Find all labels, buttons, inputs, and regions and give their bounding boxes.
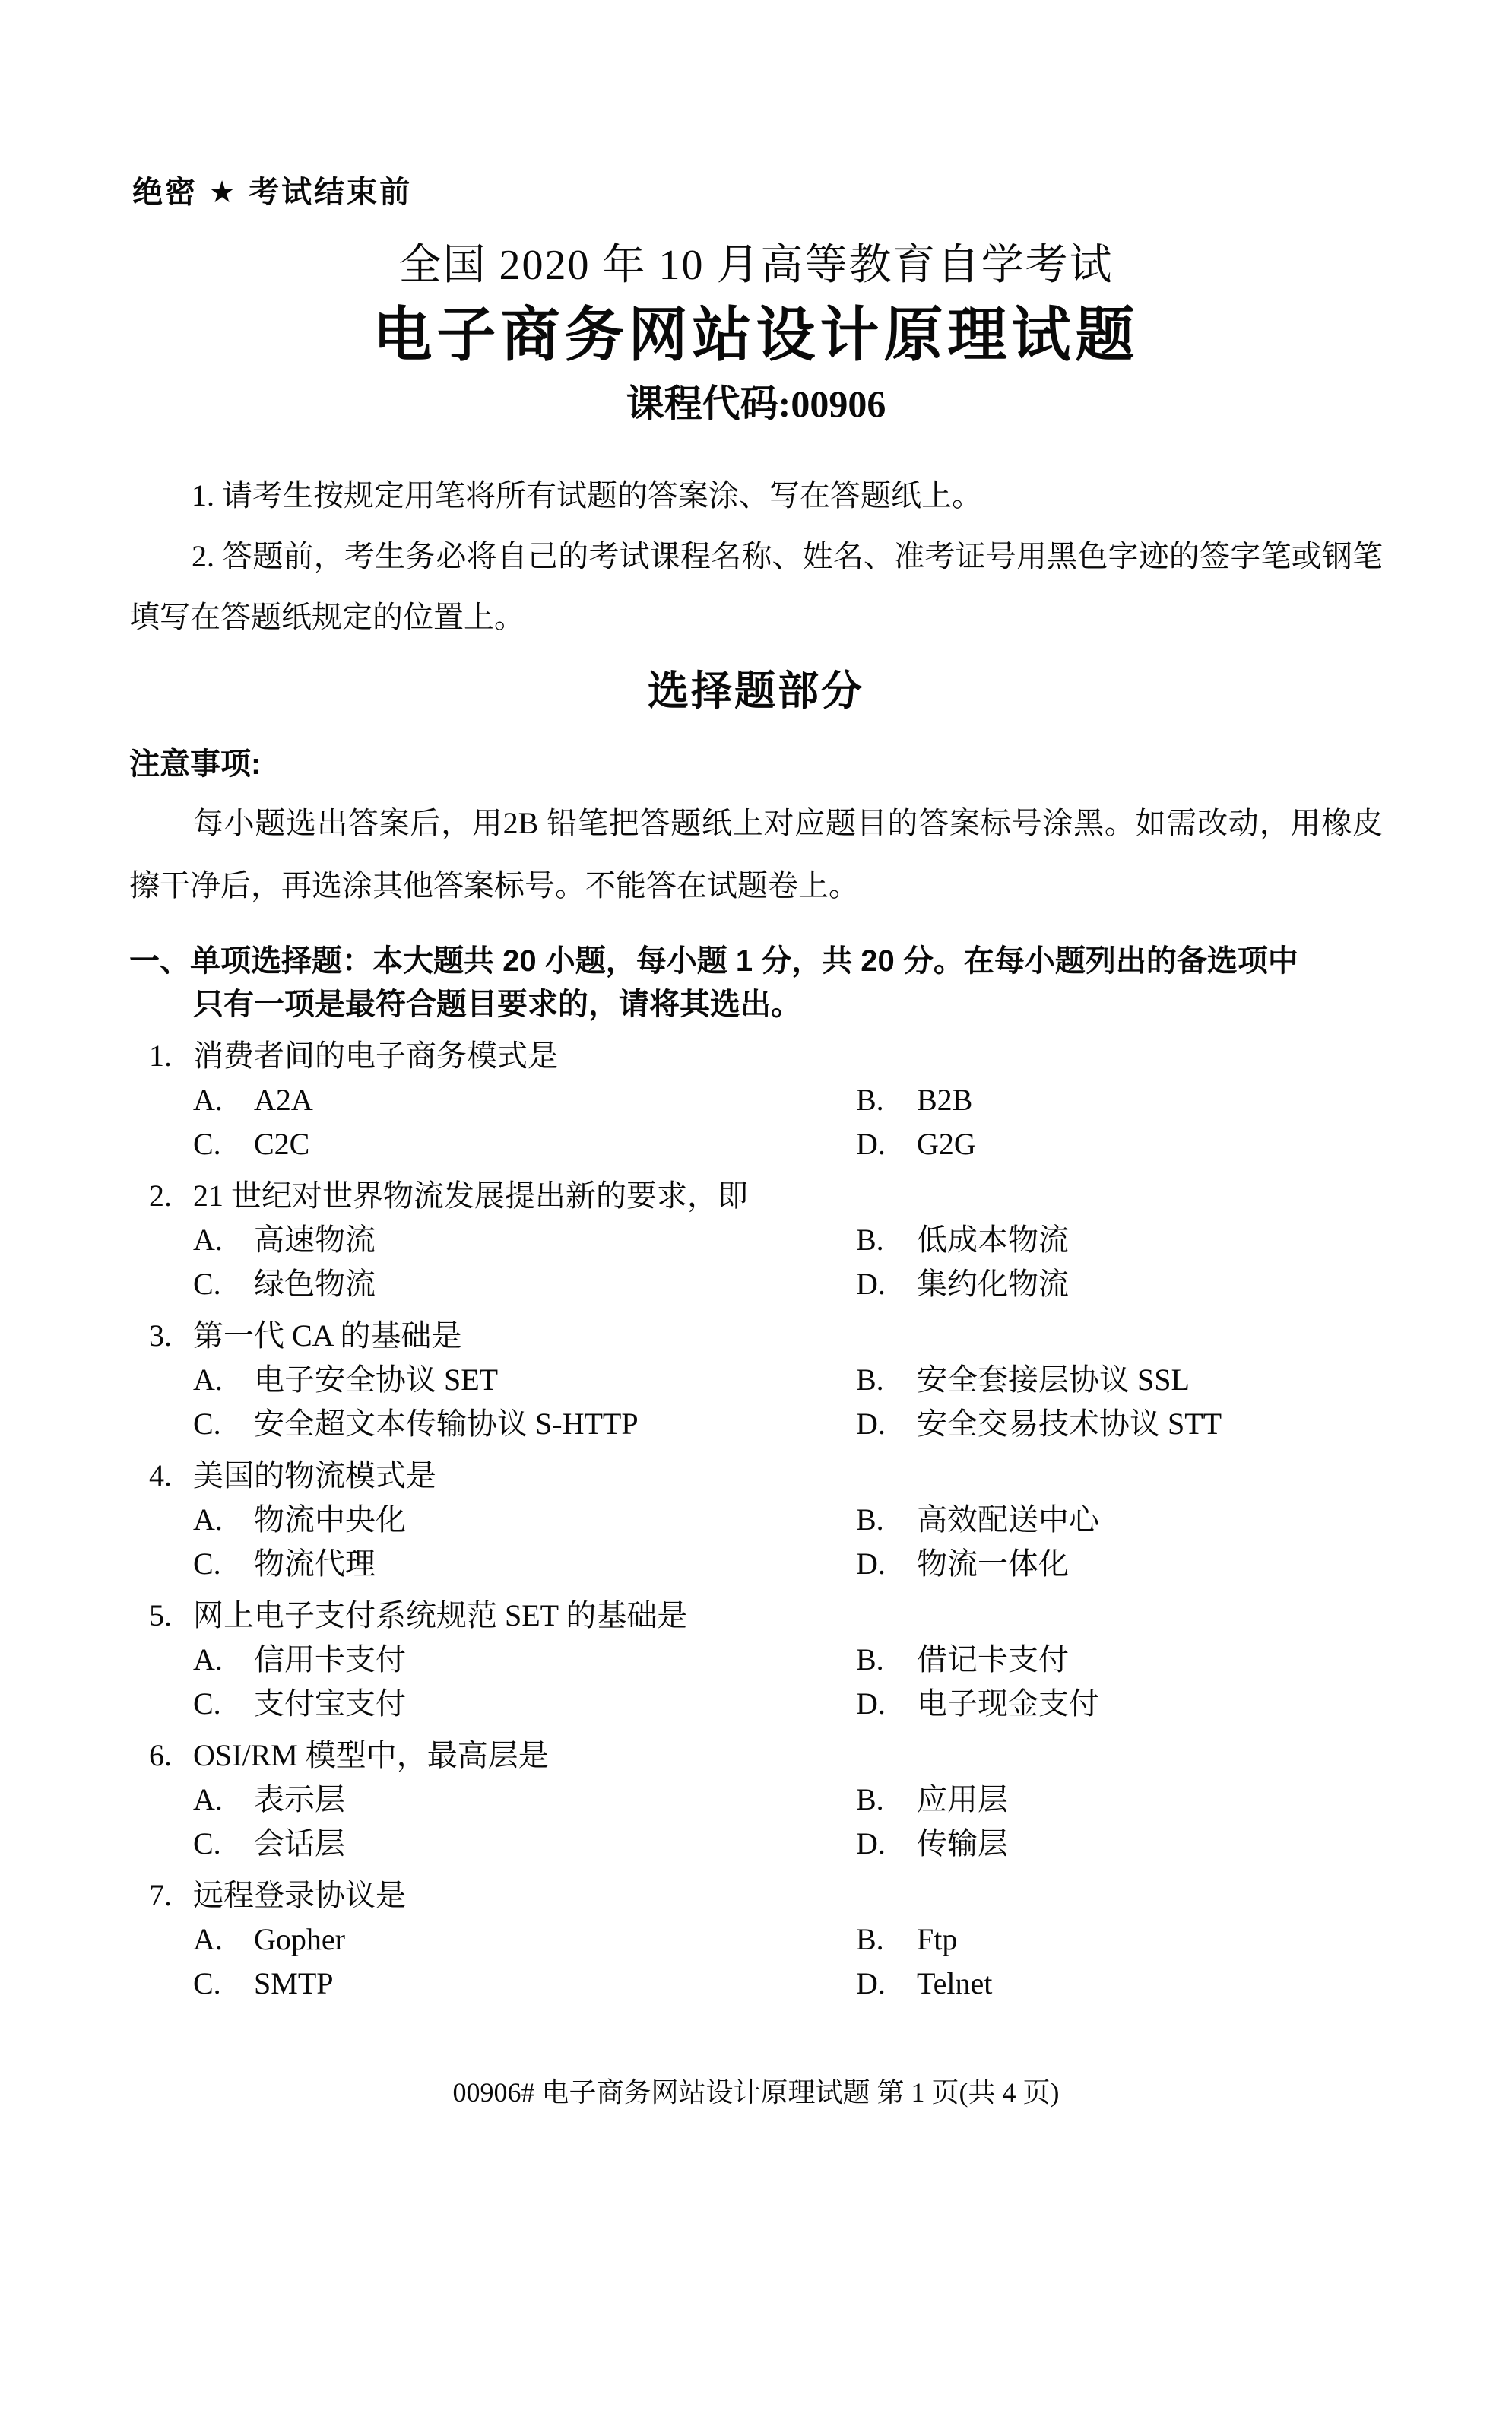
option-label: A. — [193, 1223, 223, 1257]
option-label: B. — [856, 1922, 884, 1956]
question-stem: 远程登录协议是 — [193, 1878, 406, 1912]
option-label: C. — [193, 1407, 221, 1441]
option-text: 安全套接层协议 SSL — [917, 1363, 1190, 1397]
question-stem-row — [149, 1034, 1512, 1078]
question-7 — [0, 1873, 1512, 2006]
option-text: 物流一体化 — [917, 1547, 1069, 1581]
option-c — [193, 1122, 856, 1166]
option-label: A. — [193, 1363, 223, 1397]
option-label: B. — [856, 1502, 884, 1537]
question-5 — [0, 1594, 1512, 1726]
option-text: 借记卡支付 — [917, 1642, 1069, 1677]
question-stem-row — [149, 1734, 1512, 1778]
question-stem-row — [149, 1594, 1512, 1638]
option-a — [193, 1638, 856, 1682]
option-grid — [193, 1078, 1512, 1166]
option-grid — [193, 1778, 1512, 1866]
question-stem-row — [149, 1454, 1512, 1498]
option-b — [856, 1778, 1512, 1822]
question-1 — [0, 1034, 1512, 1166]
option-b — [856, 1638, 1512, 1682]
option-a — [193, 1218, 856, 1262]
option-label: D. — [856, 1547, 886, 1581]
option-grid — [193, 1918, 1512, 2006]
option-label: D. — [856, 1966, 886, 2000]
option-d — [856, 1402, 1512, 1446]
option-text: 电子现金支付 — [917, 1686, 1099, 1721]
option-label: C. — [193, 1127, 221, 1161]
option-d — [856, 1682, 1512, 1726]
question-stem: OSI/RM 模型中，最高层是 — [193, 1738, 549, 1772]
option-text: 物流代理 — [254, 1547, 376, 1581]
option-text: 集约化物流 — [917, 1267, 1069, 1301]
question-stem-row — [149, 1174, 1512, 1218]
notice-title: 注意事项: — [129, 747, 262, 781]
option-text: B2B — [917, 1083, 973, 1117]
option-label: A. — [193, 1083, 223, 1117]
option-d — [856, 1262, 1512, 1306]
part-one-heading-line-1: 一、单项选择题：本大题共 20 小题，每小题 1 分，共 20 分。在每小题列出的备选项中 — [129, 944, 1298, 978]
option-label: B. — [856, 1363, 884, 1397]
option-text: 传输层 — [917, 1826, 1008, 1861]
option-label: A. — [193, 1502, 223, 1537]
section-title: 选择题部分 — [648, 668, 864, 714]
option-text: 低成本物流 — [917, 1223, 1069, 1257]
question-list — [0, 1034, 1512, 2006]
option-b — [856, 1218, 1512, 1262]
option-label: D. — [856, 1826, 886, 1861]
option-d — [856, 1122, 1512, 1166]
option-label: D. — [856, 1127, 886, 1161]
option-b — [856, 1918, 1512, 1962]
option-text: 支付宝支付 — [254, 1686, 406, 1721]
question-number: 6. — [149, 1738, 172, 1772]
option-b — [856, 1498, 1512, 1542]
option-text: 高速物流 — [254, 1223, 376, 1257]
option-text: 会话层 — [254, 1826, 345, 1861]
question-stem: 网上电子支付系统规范 SET 的基础是 — [193, 1598, 688, 1632]
question-number: 4. — [149, 1458, 172, 1493]
option-text: Telnet — [917, 1966, 993, 2000]
question-2 — [0, 1174, 1512, 1306]
option-label: C. — [193, 1826, 221, 1861]
option-text: C2C — [254, 1127, 310, 1161]
option-text: 表示层 — [254, 1782, 345, 1816]
option-text: A2A — [254, 1083, 313, 1117]
option-grid — [193, 1638, 1512, 1726]
option-d — [856, 1822, 1512, 1866]
question-stem-row — [149, 1873, 1512, 1918]
option-grid — [193, 1498, 1512, 1586]
general-instructions — [129, 465, 1383, 648]
option-text: Gopher — [254, 1922, 345, 1956]
option-a — [193, 1778, 856, 1822]
part-one-heading-line-2: 只有一项是最符合题目要求的，请将其选出。 — [193, 988, 801, 1021]
question-stem-row — [149, 1314, 1512, 1358]
option-label: C. — [193, 1966, 221, 2000]
option-d — [856, 1542, 1512, 1586]
option-text: 物流中央化 — [254, 1502, 406, 1537]
exam-paper-page — [0, 175, 1512, 2430]
option-label: D. — [856, 1686, 886, 1721]
question-number: 2. — [149, 1179, 172, 1213]
option-text: 电子安全协议 SET — [254, 1363, 499, 1397]
option-b — [856, 1078, 1512, 1122]
option-text: 绿色物流 — [254, 1267, 376, 1301]
page-footer: 00906# 电子商务网站设计原理试题 第 1 页(共 4 页) — [452, 2077, 1060, 2108]
option-c — [193, 1262, 856, 1306]
option-text: 信用卡支付 — [254, 1642, 406, 1677]
question-stem: 消费者间的电子商务模式是 — [193, 1039, 558, 1073]
option-text: 高效配送中心 — [917, 1502, 1099, 1537]
option-label: B. — [856, 1223, 884, 1257]
option-text: SMTP — [254, 1966, 334, 2000]
option-text: G2G — [917, 1127, 976, 1161]
option-text: Ftp — [917, 1922, 958, 1956]
option-label: C. — [193, 1267, 221, 1301]
option-a — [193, 1498, 856, 1542]
option-a — [193, 1358, 856, 1402]
question-number: 3. — [149, 1318, 172, 1353]
instruction-item-2: 2. 答题前，考生务必将自己的考试课程名称、姓名、准考证号用黑色字迹的签字笔或钢笔填写在答题纸规定的位置上。 — [129, 539, 1383, 634]
question-6 — [0, 1734, 1512, 1866]
option-d — [856, 1962, 1512, 2006]
option-a — [193, 1918, 856, 1962]
course-code: 课程代码:00906 — [626, 382, 886, 425]
question-4 — [0, 1454, 1512, 1586]
option-label: D. — [856, 1267, 886, 1301]
notice-body: 每小题选出答案后，用2B 铅笔把答题纸上对应题目的答案标号涂黑。如需改动，用橡皮擦干净后，再选涂其他答案标号。不能答在试题卷上。 — [129, 806, 1383, 903]
part-one-heading — [129, 940, 1398, 1026]
option-label: B. — [856, 1782, 884, 1816]
option-grid — [193, 1218, 1512, 1306]
instruction-item-1: 1. 请考生按规定用笔将所有试题的答案涂、写在答题纸上。 — [192, 478, 982, 512]
option-c — [193, 1682, 856, 1726]
option-text: 安全超文本传输协议 S-HTTP — [254, 1407, 639, 1441]
question-3 — [0, 1314, 1512, 1446]
exam-title: 电子商务网站设计原理试题 — [372, 301, 1140, 368]
option-a — [193, 1078, 856, 1122]
option-label: A. — [193, 1642, 223, 1677]
question-stem: 第一代 CA 的基础是 — [193, 1318, 462, 1353]
question-number: 5. — [149, 1598, 172, 1632]
option-c — [193, 1542, 856, 1586]
option-c — [193, 1402, 856, 1446]
question-number: 7. — [149, 1878, 172, 1912]
question-stem: 21 世纪对世界物流发展提出新的要求，即 — [193, 1179, 748, 1213]
option-label: D. — [856, 1407, 886, 1441]
option-label: C. — [193, 1686, 221, 1721]
question-stem: 美国的物流模式是 — [193, 1458, 436, 1493]
option-label: A. — [193, 1922, 223, 1956]
option-label: B. — [856, 1642, 884, 1677]
option-label: B. — [856, 1083, 884, 1117]
classification-banner: 绝密 ★ 考试结束前 — [132, 176, 413, 209]
option-label: C. — [193, 1547, 221, 1581]
option-c — [193, 1962, 856, 2006]
question-number: 1. — [149, 1039, 172, 1073]
option-grid — [193, 1358, 1512, 1446]
option-text: 安全交易技术协议 STT — [917, 1407, 1222, 1441]
option-text: 应用层 — [917, 1782, 1008, 1816]
option-label: A. — [193, 1782, 223, 1816]
option-c — [193, 1822, 856, 1866]
exam-session-title: 全国 2020 年 10 月高等教育自学考试 — [398, 242, 1114, 289]
option-b — [856, 1358, 1512, 1402]
